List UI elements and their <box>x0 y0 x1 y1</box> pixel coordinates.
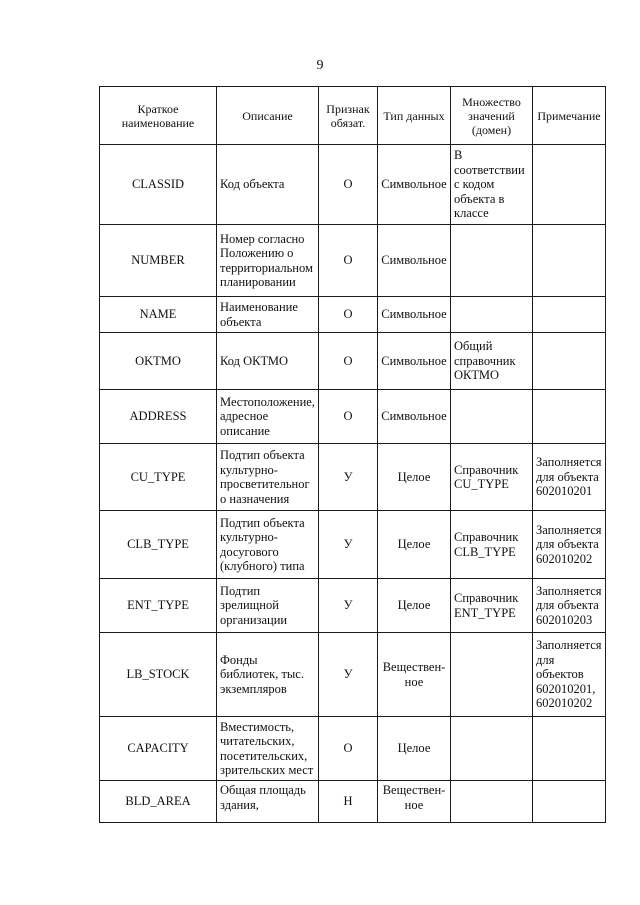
header-domain: Множество значений (домен) <box>451 87 533 145</box>
cell-description: Подтип объекта культурно-досугового (клубного) типа <box>217 511 319 579</box>
cell-note: Заполняется для объектов 602010201, 602010202 <box>533 633 606 717</box>
cell-domain <box>451 390 533 444</box>
cell-description: Номер согласно Положению о территориальном планировании <box>217 225 319 297</box>
table-row <box>100 225 606 297</box>
attribute-table <box>99 86 606 823</box>
cell-description: Вместимость, читательских, посетительских, зрительских мест <box>217 717 319 781</box>
cell-required: О <box>319 717 378 781</box>
cell-note <box>533 145 606 225</box>
cell-description: Местоположение, адресное описание <box>217 390 319 444</box>
cell-description: Код объекта <box>217 145 319 225</box>
cell-domain: Справочник ENT_TYPE <box>451 579 533 633</box>
table-row <box>100 333 606 390</box>
cell-code: ENT_TYPE <box>100 579 217 633</box>
cell-data-type: Целое <box>378 717 451 781</box>
cell-note <box>533 717 606 781</box>
cell-required: Н <box>319 781 378 823</box>
cell-note: Заполняется для объекта 602010201 <box>533 444 606 511</box>
cell-code: OKTMO <box>100 333 217 390</box>
cell-data-type: Символьное <box>378 225 451 297</box>
header-required: Признак обязат. <box>319 87 378 145</box>
cell-domain: Общий справочник ОКТМО <box>451 333 533 390</box>
cell-data-type: Символьное <box>378 390 451 444</box>
page-number: 9 <box>316 58 324 73</box>
cell-note <box>533 225 606 297</box>
table-row <box>100 633 606 717</box>
cell-required: О <box>319 390 378 444</box>
cell-code: CLASSID <box>100 145 217 225</box>
cell-required: У <box>319 633 378 717</box>
cell-code: NAME <box>100 297 217 333</box>
cell-description: Подтип объекта культурно-просветительного назначения <box>217 444 319 511</box>
cell-code: LB_STOCK <box>100 633 217 717</box>
table-row <box>100 511 606 579</box>
cell-code: CLB_TYPE <box>100 511 217 579</box>
cell-description: Код ОКТМО <box>217 333 319 390</box>
cell-note <box>533 297 606 333</box>
cell-description: Подтип зрелищной организации <box>217 579 319 633</box>
table-row <box>100 579 606 633</box>
cell-data-type: Веществен-ное <box>378 633 451 717</box>
cell-required: У <box>319 444 378 511</box>
cell-domain <box>451 633 533 717</box>
header-data-type: Тип данных <box>378 87 451 145</box>
cell-required: У <box>319 511 378 579</box>
cell-required: О <box>319 297 378 333</box>
table-header-row <box>100 87 606 145</box>
cell-required: О <box>319 333 378 390</box>
cell-domain: Справочник CU_TYPE <box>451 444 533 511</box>
cell-data-type: Целое <box>378 511 451 579</box>
header-note: Примечание <box>533 87 606 145</box>
table-row <box>100 297 606 333</box>
table-row <box>100 390 606 444</box>
cell-note <box>533 781 606 823</box>
cell-code: CAPACITY <box>100 717 217 781</box>
cell-code: CU_TYPE <box>100 444 217 511</box>
cell-description: Наименование объекта <box>217 297 319 333</box>
cell-note: Заполняется для объекта 602010203 <box>533 579 606 633</box>
cell-note <box>533 333 606 390</box>
cell-code: BLD_AREA <box>100 781 217 823</box>
cell-required: У <box>319 579 378 633</box>
cell-data-type: Символьное <box>378 145 451 225</box>
cell-required: О <box>319 225 378 297</box>
table-row <box>100 444 606 511</box>
table-row <box>100 145 606 225</box>
cell-domain: В соответствии с кодом объекта в классе <box>451 145 533 225</box>
cell-data-type: Символьное <box>378 297 451 333</box>
cell-note: Заполняется для объекта 602010202 <box>533 511 606 579</box>
cell-domain <box>451 717 533 781</box>
cell-code: NUMBER <box>100 225 217 297</box>
cell-data-type: Целое <box>378 444 451 511</box>
cell-data-type: Веществен-ное <box>378 781 451 823</box>
cell-data-type: Символьное <box>378 333 451 390</box>
table-row <box>100 781 606 823</box>
cell-domain <box>451 781 533 823</box>
cell-required: О <box>319 145 378 225</box>
cell-code: ADDRESS <box>100 390 217 444</box>
cell-data-type: Целое <box>378 579 451 633</box>
cell-domain <box>451 297 533 333</box>
cell-domain <box>451 225 533 297</box>
cell-description: Фонды библиотек, тыс. экземпляров <box>217 633 319 717</box>
cell-description: Общая площадь здания, <box>217 781 319 823</box>
table-row <box>100 717 606 781</box>
cell-domain: Справочник CLB_TYPE <box>451 511 533 579</box>
header-description: Описание <box>217 87 319 145</box>
header-code: Краткое наименование <box>100 87 217 145</box>
cell-note <box>533 390 606 444</box>
